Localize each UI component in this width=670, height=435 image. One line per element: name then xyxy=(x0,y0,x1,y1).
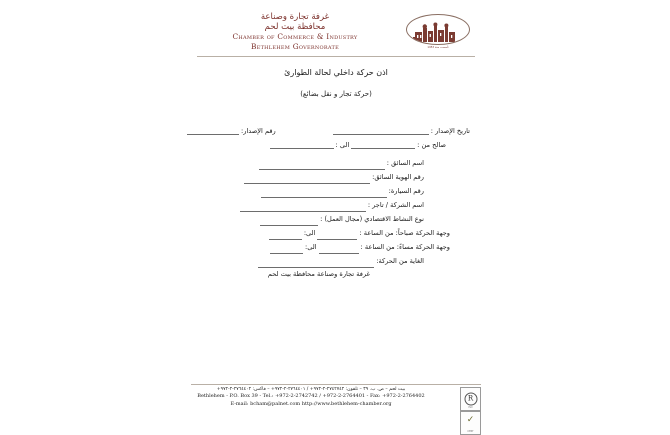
registered-r-label: R xyxy=(464,393,477,406)
movement-evening-from-input[interactable] xyxy=(319,246,359,254)
form-row-driver-id xyxy=(185,170,470,184)
logo-caption: تأسست سنة 1953 xyxy=(427,46,449,49)
meta-row-validity xyxy=(185,130,470,149)
org-name-english-line2: Bethlehem Governorate xyxy=(251,42,339,51)
footer-arabic-contact: بيت لحم – ص. ب. ٣٩ – تلفون: ٢٧٤٢٧٤٢-٢-٩٧٢+ / ٢٧٦٤٤٠١-٢-٩٧٢+ – فاكس: ٢٧٦٤٤٠٢-٢-٩٧٢+ xyxy=(216,387,406,392)
form-row-movement-morning xyxy=(185,226,470,240)
document-footer xyxy=(191,386,481,433)
valid-from-label: صالح من : xyxy=(417,141,446,149)
issue-number-label: رقم الإصدار: xyxy=(241,127,276,135)
issue-date-label: تاريخ الإصدار : xyxy=(430,127,470,135)
org-name-english-line1: Chamber of Commerce & Industry xyxy=(232,32,358,41)
activity-type-label: نوع النشاط الاقتصادي (مجال العمل) : xyxy=(320,215,424,223)
company-name-label: اسم الشركة / تاجر : xyxy=(367,201,424,209)
movement-morning-to-label: الى: xyxy=(303,229,316,237)
document-header xyxy=(197,12,477,56)
registered-mark-icon xyxy=(460,387,481,411)
footer-contact xyxy=(191,386,431,408)
vehicle-number-label: رقم السيارة: xyxy=(388,187,424,195)
footer-divider xyxy=(191,384,481,385)
purpose-input[interactable] xyxy=(258,260,374,268)
form-row-company-name xyxy=(185,198,470,212)
org-name-arabic-line1: غرفة تجارة وصناعة xyxy=(260,12,330,22)
check-icon: ✓ xyxy=(466,415,475,425)
org-name-arabic-line2: محافظة بيت لحم xyxy=(264,22,326,32)
driver-name-label: اسم السائق : xyxy=(386,159,424,167)
form-row-movement-evening xyxy=(185,240,470,254)
signature-line: غرفة تجارة وصناعة محافظة بيت لحم xyxy=(267,270,370,278)
form-row-vehicle-number xyxy=(185,184,470,198)
page-subtitle: (حركة تجار و نقل بضائع) xyxy=(300,90,372,98)
vehicle-number-input[interactable] xyxy=(261,190,387,198)
footer-email-website: E-mail: bcham@palnet.com http://www.bethlehem-chamber.org xyxy=(230,400,392,407)
certification-seal-icon xyxy=(460,411,481,435)
movement-morning-label: وجهة الحركة صباحاً: من الساعة : xyxy=(359,229,450,237)
valid-from-input[interactable] xyxy=(351,141,415,149)
form-row-activity-type xyxy=(185,212,470,226)
form-row-driver-name xyxy=(185,156,470,170)
footer-english-contact: Bethlehem - P.O. Box 39 - Tel.: +972-2-2742742 / +972-2-2764401 - Fax: +972-2-2764402 xyxy=(197,393,425,399)
company-name-input[interactable] xyxy=(240,204,366,212)
certification-caption: CERT xyxy=(467,430,474,433)
driver-id-input[interactable] xyxy=(244,176,370,184)
driver-name-input[interactable] xyxy=(259,162,385,170)
organization-title xyxy=(199,12,391,52)
registered-caption: ISO xyxy=(468,406,473,409)
chamber-logo xyxy=(399,14,477,54)
header-divider xyxy=(197,56,475,57)
movement-evening-to-input[interactable] xyxy=(270,246,303,254)
purpose-label: الغاية من الحركة: xyxy=(376,257,424,265)
page-title: اذن حركة داخلي لحالة الطوارئ xyxy=(284,68,388,77)
movement-morning-from-input[interactable] xyxy=(317,232,357,240)
form-row-purpose xyxy=(185,254,470,268)
logo-oval-icon xyxy=(406,14,470,45)
valid-to-label: الى : xyxy=(335,141,350,149)
valid-to-input[interactable] xyxy=(270,141,334,149)
form-fields xyxy=(185,156,470,268)
driver-id-label: رقم الهوية السائق: xyxy=(372,173,424,181)
movement-morning-to-input[interactable] xyxy=(269,232,302,240)
movement-evening-to-label: الى: xyxy=(304,243,317,251)
activity-type-input[interactable] xyxy=(260,218,318,226)
movement-evening-label: وجهة الحركة مساءً: من الساعة : xyxy=(360,243,450,251)
footer-seals xyxy=(437,387,481,433)
meta-row-issue xyxy=(185,116,470,135)
